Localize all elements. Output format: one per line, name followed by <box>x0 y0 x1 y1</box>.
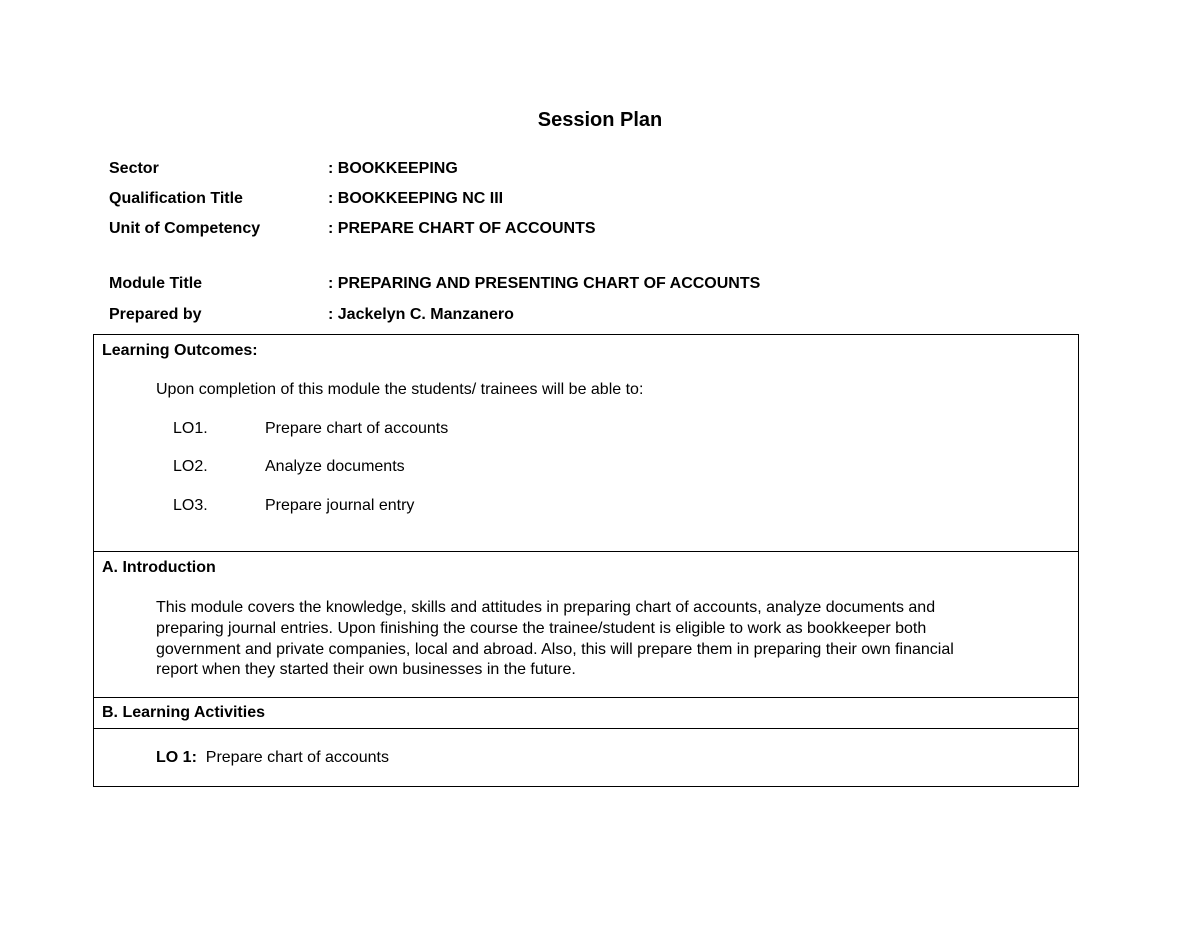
meta-value: : PREPARING AND PRESENTING CHART OF ACCOUNTS <box>328 275 761 292</box>
introduction-line: This module covers the knowledge, skills and attitudes in preparing chart of accounts, analyze documents and <box>156 599 936 616</box>
meta-label: Qualification Title <box>109 190 243 207</box>
learning-outcomes-intro: Upon completion of this module the students/ trainees will be able to: <box>156 381 644 398</box>
lo-code: LO2. <box>173 458 208 475</box>
lo-code: LO1. <box>173 420 208 437</box>
learning-outcomes-section <box>93 334 1079 552</box>
introduction-line: report when they started their own businesses in the future. <box>156 661 576 679</box>
meta-label: Module Title <box>109 275 203 292</box>
meta-label: Sector <box>109 160 159 177</box>
lo1-text: Prepare chart of accounts <box>205 749 389 766</box>
meta-value: : PREPARE CHART OF ACCOUNTS <box>328 220 596 237</box>
meta-label: Prepared by <box>109 306 202 323</box>
meta-label: Unit of Competency <box>109 220 261 237</box>
learning-activity-lo1 <box>156 749 389 767</box>
lo-code: LO3. <box>173 497 208 514</box>
learning-activities-header <box>93 697 1079 729</box>
lo-text: Prepare journal entry <box>265 497 415 514</box>
learning-activities-body <box>93 728 1079 787</box>
lo1-label: LO 1: <box>156 749 197 766</box>
learning-activities-heading: B. Learning Activities <box>102 704 265 721</box>
introduction-line: government and private companies, local and abroad. Also, this will prepare them in preparing their own financial <box>156 640 954 658</box>
introduction-paragraph <box>156 598 1074 681</box>
meta-value: : BOOKKEEPING <box>328 160 458 177</box>
page-title: Session Plan <box>537 109 663 131</box>
introduction-line: preparing journal entries. Upon finishing the course the trainee/student is eligible to work as bookkeeper both <box>156 619 927 637</box>
meta-value: : BOOKKEEPING NC III <box>328 190 504 207</box>
learning-outcomes-heading: Learning Outcomes: <box>102 342 258 359</box>
lo-text: Prepare chart of accounts <box>265 420 449 437</box>
introduction-section <box>93 551 1079 698</box>
meta-value: : Jackelyn C. Manzanero <box>328 306 514 323</box>
introduction-heading: A. Introduction <box>102 559 216 576</box>
lo-text: Analyze documents <box>265 458 405 475</box>
